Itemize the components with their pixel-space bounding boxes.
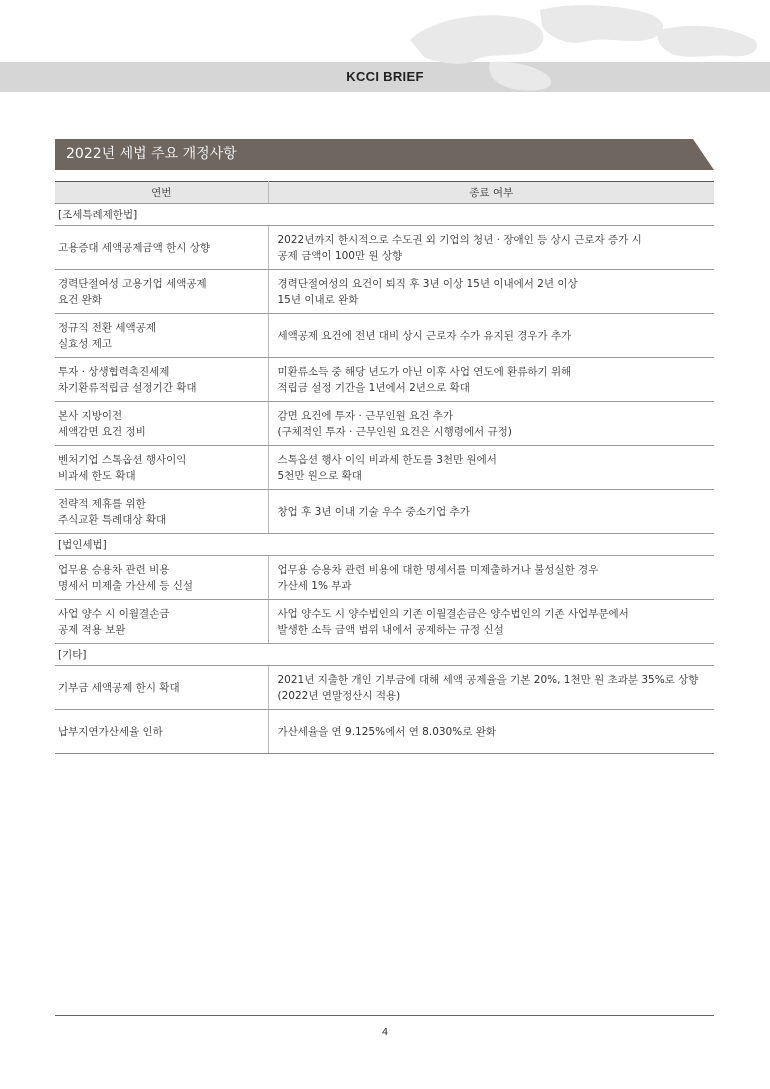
- detail-cell: 미환류소득 중 해당 년도가 아닌 이후 사업 연도에 환류하기 위해 적립금 설정 기간을 1년에서 2년으로 확대: [268, 358, 714, 402]
- table-row: [55, 358, 714, 402]
- page-number: 4: [381, 1027, 389, 1038]
- item-cell: 전략적 제휴를 위한 주식교환 특례대상 확대: [55, 490, 268, 534]
- table-row: [55, 314, 714, 358]
- table-row: [55, 402, 714, 446]
- header-title: KCCI BRIEF: [346, 69, 424, 84]
- item-cell: 사업 양수 시 이월결손금 공제 적용 보완: [55, 600, 268, 644]
- column-header-number: 연번: [55, 182, 268, 204]
- category-label: [조세특례제한법]: [55, 204, 714, 226]
- item-cell: 고용증대 세액공제금액 한시 상향: [55, 226, 268, 270]
- section-title-bar: [55, 139, 714, 170]
- item-cell: 본사 지방이전 세액감면 요건 정비: [55, 402, 268, 446]
- section-title: 2022년 세법 주요 개정사항: [66, 146, 237, 162]
- detail-cell: 업무용 승용차 관련 비용에 대한 명세서를 미제출하거나 불성실한 경우 가산세 1% 부과: [268, 556, 714, 600]
- table-row: [55, 556, 714, 600]
- category-row: [55, 204, 714, 226]
- table-row: [55, 226, 714, 270]
- item-cell: 벤처기업 스톡옵션 행사이익 비과세 한도 확대: [55, 446, 268, 490]
- table-row: [55, 446, 714, 490]
- detail-cell: 가산세율을 연 9.125%에서 연 8.030%로 완화: [268, 710, 714, 754]
- table-header-row: [55, 182, 714, 204]
- footer-rule: [55, 1015, 714, 1016]
- table-row: [55, 600, 714, 644]
- category-label: [기타]: [55, 644, 714, 666]
- table-row: [55, 490, 714, 534]
- category-row: [55, 534, 714, 556]
- column-header-status: 종료 여부: [268, 182, 714, 204]
- item-cell: 정규직 전환 세액공제 실효성 제고: [55, 314, 268, 358]
- table-row: [55, 710, 714, 754]
- item-cell: 납부지연가산세율 인하: [55, 710, 268, 754]
- detail-cell: 2021년 지출한 개인 기부금에 대해 세액 공제율을 기본 20%, 1천만 원 초과분 35%로 상향 (2022년 연말정산시 적용): [268, 666, 714, 710]
- category-row: [55, 644, 714, 666]
- item-cell: 기부금 세액공제 한시 확대: [55, 666, 268, 710]
- item-cell: 투자 · 상생협력촉진세제 차기환류적립금 설정기간 확대: [55, 358, 268, 402]
- item-cell: 경력단절여성 고용기업 세액공제 요건 완화: [55, 270, 268, 314]
- detail-cell: 경력단절여성의 요건이 퇴직 후 3년 이상 15년 이내에서 2년 이상 15년 이내로 완화: [268, 270, 714, 314]
- detail-cell: 세액공제 요건에 전년 대비 상시 근로자 수가 유지된 경우가 추가: [268, 314, 714, 358]
- table-row: [55, 666, 714, 710]
- detail-cell: 창업 후 3년 이내 기술 우수 중소기업 추가: [268, 490, 714, 534]
- detail-cell: 2022년까지 한시적으로 수도권 외 기업의 청년 · 장애인 등 상시 근로자 증가 시 공제 금액이 100만 원 상향: [268, 226, 714, 270]
- detail-cell: 사업 양수도 시 양수법인의 기존 이월결손금은 양수법인의 기존 사업부문에서 발생한 소득 금액 범위 내에서 공제하는 규정 신설: [268, 600, 714, 644]
- item-cell: 업무용 승용차 관련 비용 명세서 미제출 가산세 등 신설: [55, 556, 268, 600]
- category-label: [법인세법]: [55, 534, 714, 556]
- table-row: [55, 270, 714, 314]
- detail-cell: 감면 요건에 투자 · 근무인원 요건 추가 (구체적인 투자 · 근무인원 요건은 시행령에서 규정): [268, 402, 714, 446]
- detail-cell: 스톡옵션 행사 이익 비과세 한도를 3천만 원에서 5천만 원으로 확대: [268, 446, 714, 490]
- tax-changes-table: [55, 181, 714, 754]
